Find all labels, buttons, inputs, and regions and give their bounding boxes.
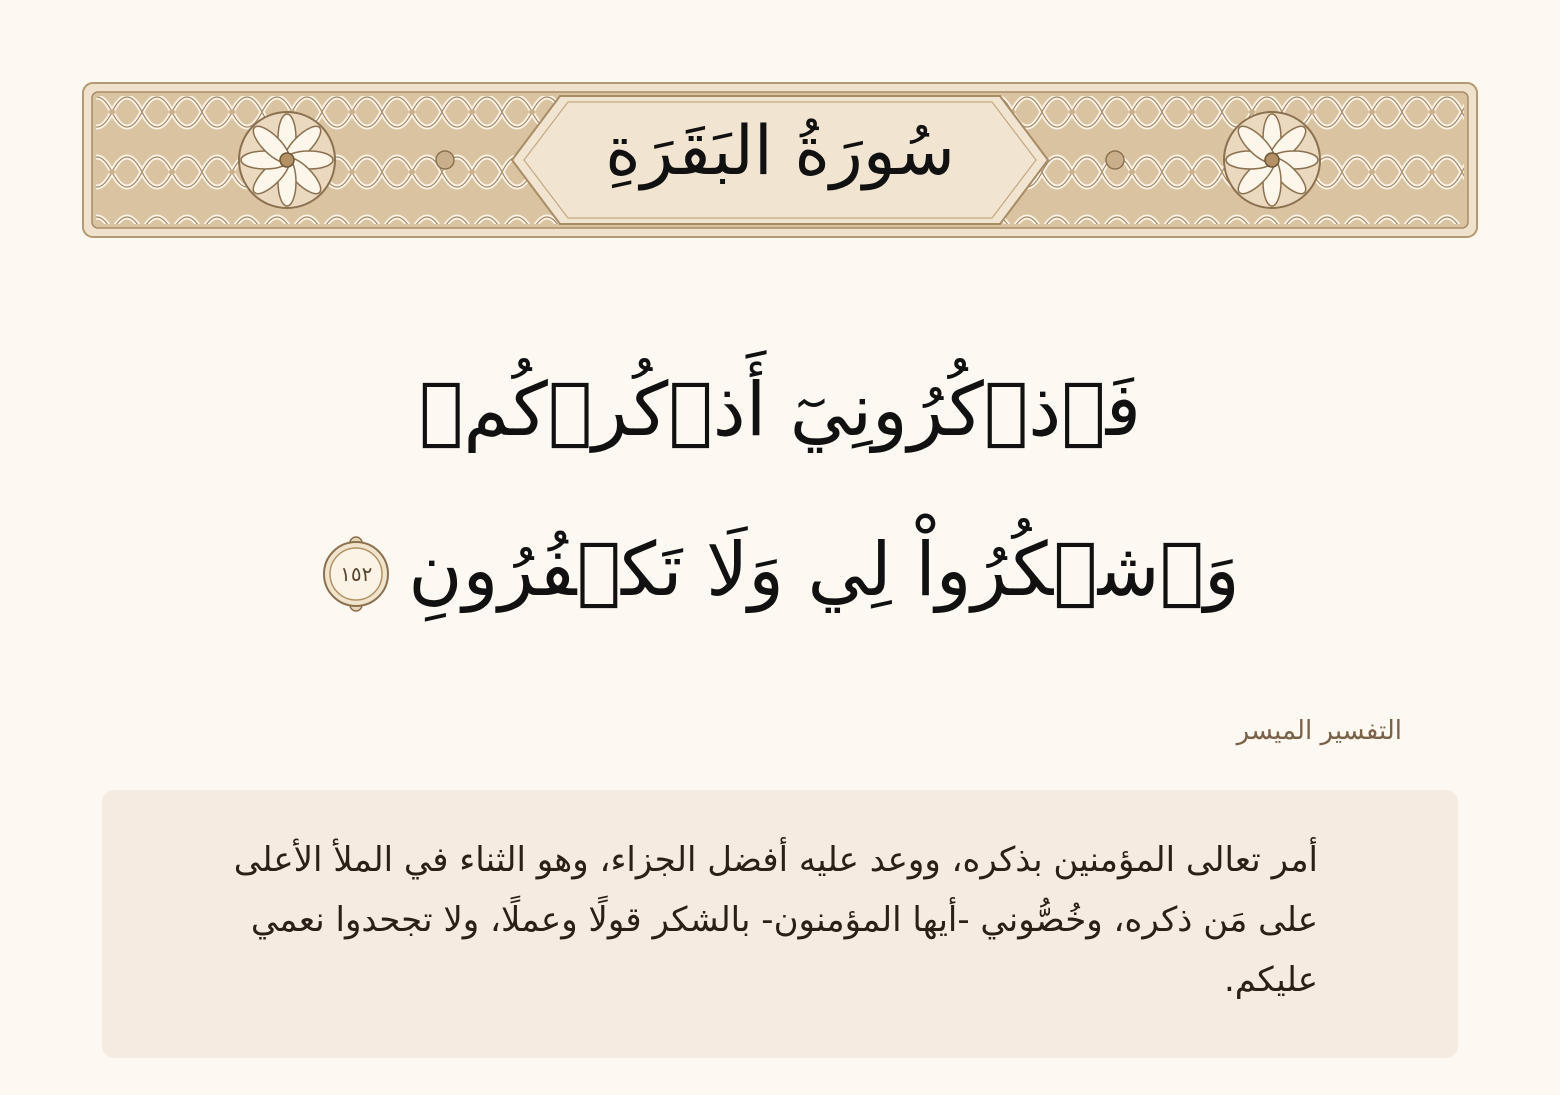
ayah-number: ١٥٢ — [340, 562, 373, 587]
tafsir-text: أمر تعالى المؤمنين بذكره، ووعد عليه أفضل الجزاء، وهو الثناء في الملأ الأعلى على مَن ذكره، وخُصُّوني -أيها المؤمنون- بالشكر قولًا وعملًا، ولا تجحدوا نعمي عليكم. — [233, 840, 1318, 1000]
tafsir-box — [102, 790, 1458, 1058]
ayah-line-1: فَٱذۡكُرُونِيٓ أَذۡكُرۡكُمۡ — [418, 367, 1141, 453]
surah-header-banner — [82, 82, 1478, 238]
ayah-block — [200, 330, 1360, 650]
ayah-number-marker — [320, 529, 392, 619]
ayah-line-2 — [200, 490, 1360, 650]
surah-title: سُورَةُ البَقَرَةِ — [605, 112, 955, 191]
tafsir-label: التفسير الميسر — [1236, 716, 1402, 746]
ayah-line-2-text: وَٱشۡكُرُواْ لِي وَلَا تَكۡفُرُونِ — [408, 527, 1240, 613]
